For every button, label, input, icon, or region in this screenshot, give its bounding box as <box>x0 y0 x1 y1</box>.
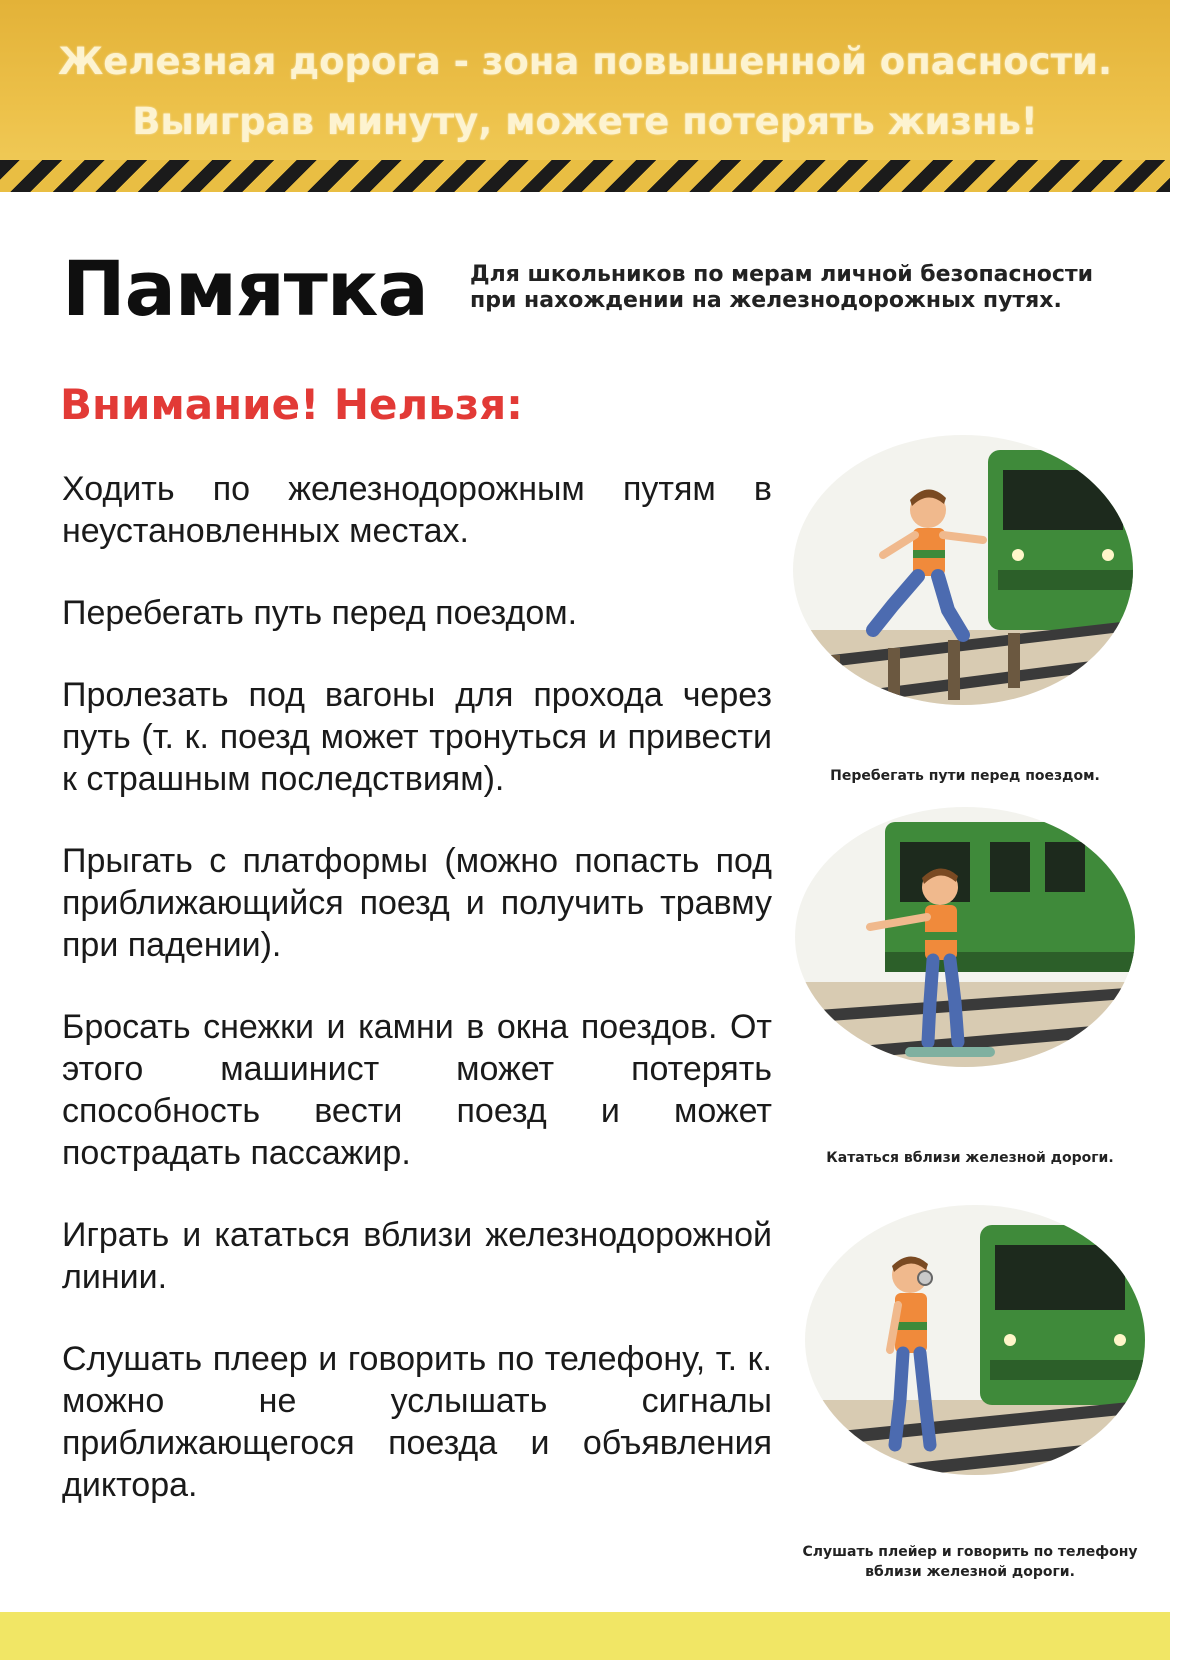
banner-warning-line1: Железная дорога - зона повышенной опасности. <box>57 40 1113 83</box>
rule-item-2: Перебегать путь перед поездом. <box>62 594 578 632</box>
page-title: Памятка <box>62 244 428 333</box>
rule-item-4: Прыгать с платформы (можно попасть под приближающийся поезд и получить травму при падении). <box>62 842 772 964</box>
bottom-bar <box>0 1612 1170 1660</box>
banner-warning-line2: Выиграв минуту, можете потерять жизнь! <box>132 100 1038 143</box>
caption-figure-3-line1: Слушать плейер и говорить по телефону <box>802 1544 1138 1560</box>
rules-list <box>62 468 772 1506</box>
subtitle-line1: Для школьников по мерам личной безопасности <box>470 262 1094 287</box>
caption-figure-3-line2: вблизи железной дороги. <box>865 1564 1075 1580</box>
illustration-running-boy <box>788 430 1138 730</box>
illustration-headphones-boy <box>800 1200 1150 1500</box>
caption-figure-2: Кататься вблизи железной дороги. <box>826 1150 1114 1166</box>
attention-heading: Внимание! Нельзя: <box>60 380 523 429</box>
hazard-stripe <box>0 160 1170 192</box>
rule-item-1: Ходить по железнодорожным путям в неустановленных местах. <box>62 470 772 550</box>
rule-item-5: Бросать снежки и камни в окна поездов. От этого машинист может потерять способность вести поезд и может пострадать пассажир. <box>62 1008 772 1172</box>
rule-item-6: Играть и кататься вблизи железнодорожной линии. <box>62 1216 772 1296</box>
caption-figure-1: Перебегать пути перед поездом. <box>830 768 1100 784</box>
caption-figure-3 <box>780 1542 1160 1582</box>
subtitle-line2: при нахождении на железнодорожных путях. <box>470 288 1062 313</box>
page-subtitle <box>470 262 1170 314</box>
rule-item-7: Слушать плеер и говорить по телефону, т. к. можно не услышать сигналы приближающегося поезда и объявления диктора. <box>62 1340 772 1504</box>
rule-item-3: Пролезать под вагоны для прохода через путь (т. к. поезд может тронуться и привести к страшным последствиям). <box>62 676 772 798</box>
illustration-skateboard-boy <box>790 802 1140 1102</box>
